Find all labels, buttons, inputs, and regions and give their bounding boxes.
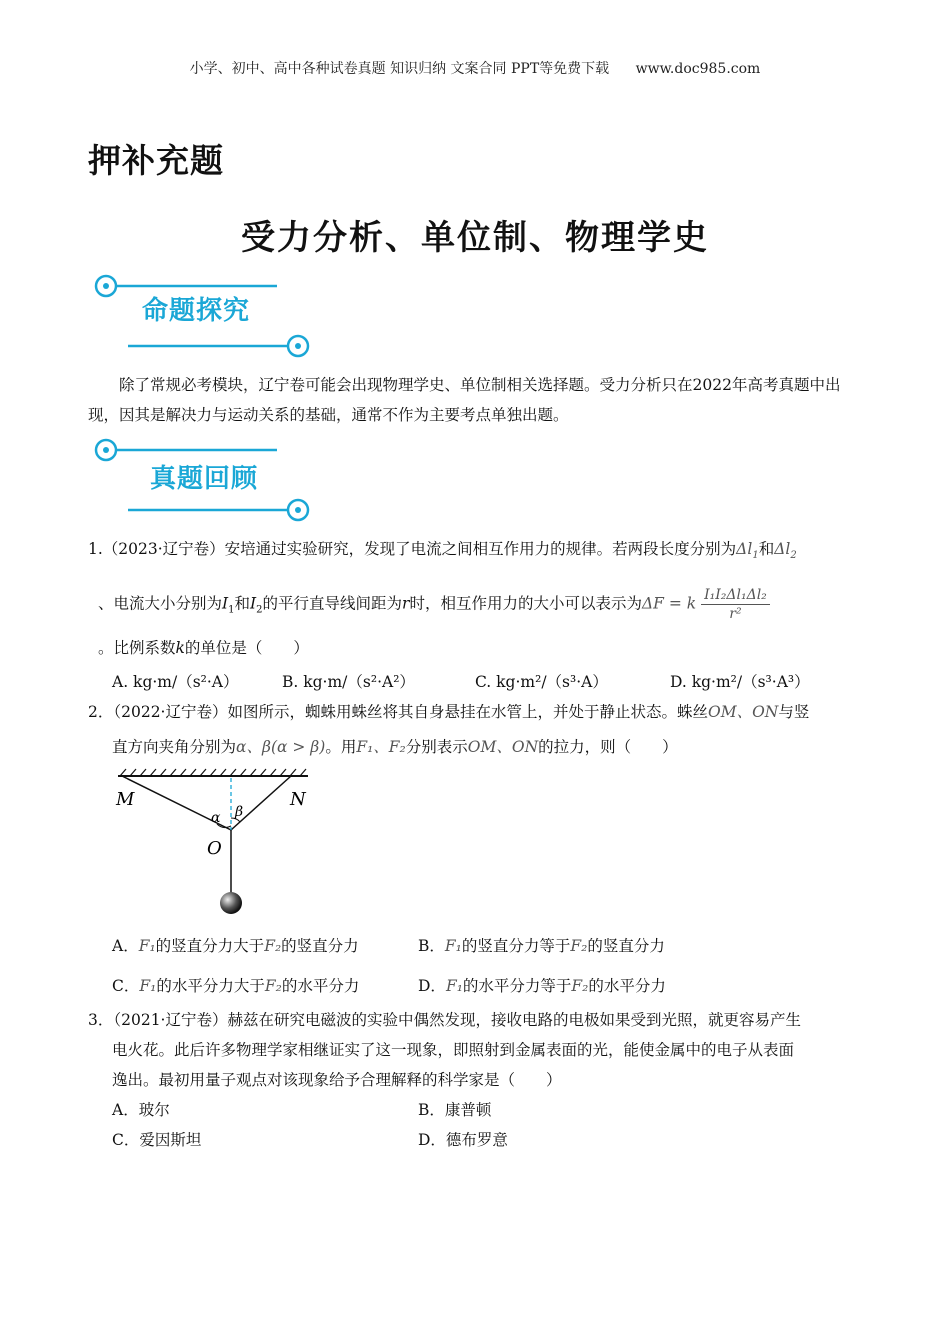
banner-label: 真题回顾 [150,464,259,494]
formula-fraction: $\frac{\text{I₁I₂Δl₁Δl₂}}{\text{r²}}$ [701,586,770,623]
label-m: M [116,789,135,810]
label-alpha: α [211,810,221,826]
pipe-hatching [120,769,306,776]
q2-line2: 直方向夹角分别为α、β(α > β)。用F₁、F₂分别表示OM、ON的拉力，则（ ） [112,738,678,756]
dl1: $\Delta l_1$ [736,540,759,562]
q3-line1: 3．（2021·辽宁卷）赫兹在研究电磁波的实验中偶然发现，接收电路的电极如果受到光照，就更容易产生 [88,1011,801,1029]
q3-option-c[interactable]: C．爱因斯坦 [112,1131,202,1149]
q2-line1: 2．（2022·辽宁卷）如图所示，蜘蛛用蛛丝将其自身悬挂在水管上，并处于静止状态。蛛丝OM、ON与竖 [88,703,810,721]
label-o: O [207,838,222,859]
section-tag: 押补充题 [88,141,224,180]
label-n: N [290,789,306,810]
formula-lhs: ΔF = k [641,594,697,613]
q3-option-a[interactable]: A．玻尔 [112,1101,170,1119]
q1-option-a[interactable]: A. kg·m/（s²·A） [112,673,239,691]
dl2: $\Delta l_2$ [774,540,797,562]
q3-line3: 逸出。最初用量子观点对该现象给予合理解释的科学家是（ ） [112,1071,562,1089]
q2-option-b[interactable]: B．F₁的竖直分力等于F₂的竖直分力 [418,937,665,955]
q2-option-a[interactable]: A．F₁的竖直分力大于F₂的竖直分力 [112,937,359,955]
label-beta: β [235,804,244,820]
spider-ball-icon [220,892,242,914]
page-title: 受力分析、单位制、物理学史 [241,218,709,258]
q1-line3: 。比例系数k的单位是（ ） [98,639,309,657]
banner-proposition [92,268,332,358]
q2-option-c[interactable]: C．F₁的水平分力大于F₂的水平分力 [112,977,360,995]
q3-option-b[interactable]: B．康普顿 [418,1101,492,1119]
header-text: 小学、初中、高中各种试卷真题 知识归纳 文案合同 PPT等免费下载 [189,61,610,77]
q3-line2: 电火花。此后许多物理学家相继证实了这一现象，即照射到金属表面的光，能使金属中的电子从表面 [112,1041,795,1059]
q1-option-b[interactable]: B. kg·m/（s²·A²） [282,673,415,691]
q1-line2: 、电流大小分别为$I_1$和$I_2$的平行直导线间距为r时，相互作用力的大小可以表示为ΔF = k $\frac{\text{I₁I₂Δl₁Δl₂}}{\text{r²}}$ [98,586,878,627]
q2-option-d[interactable]: D．F₁的水平分力等于F₂的水平分力 [418,977,666,995]
q1-option-d[interactable]: D. kg·m²/（s³·A³） [670,673,810,691]
page-header [0,58,950,78]
header-url[interactable]: www.doc985.com [635,61,761,77]
intro-paragraph: 除了常规必考模块，辽宁卷可能会出现物理学史、单位制相关选择题。受力分析只在2022年高考真题中出现，因其是解决力与运动关系的基础，通常不作为主要考点单独出题。 [88,376,841,424]
q3-option-d[interactable]: D．德布罗意 [418,1131,508,1149]
banner-review [92,432,332,522]
banner-label: 命题探究 [142,296,251,326]
q1-option-c[interactable]: C. kg·m²/（s³·A） [475,673,608,691]
spider-figure [110,768,320,918]
q1-line1: 1.（2023·辽宁卷）安培通过实验研究，发现了电流之间相互作用力的规律。若两段长度分别为$\Delta l_1$和$\Delta l_2$ [88,540,797,562]
